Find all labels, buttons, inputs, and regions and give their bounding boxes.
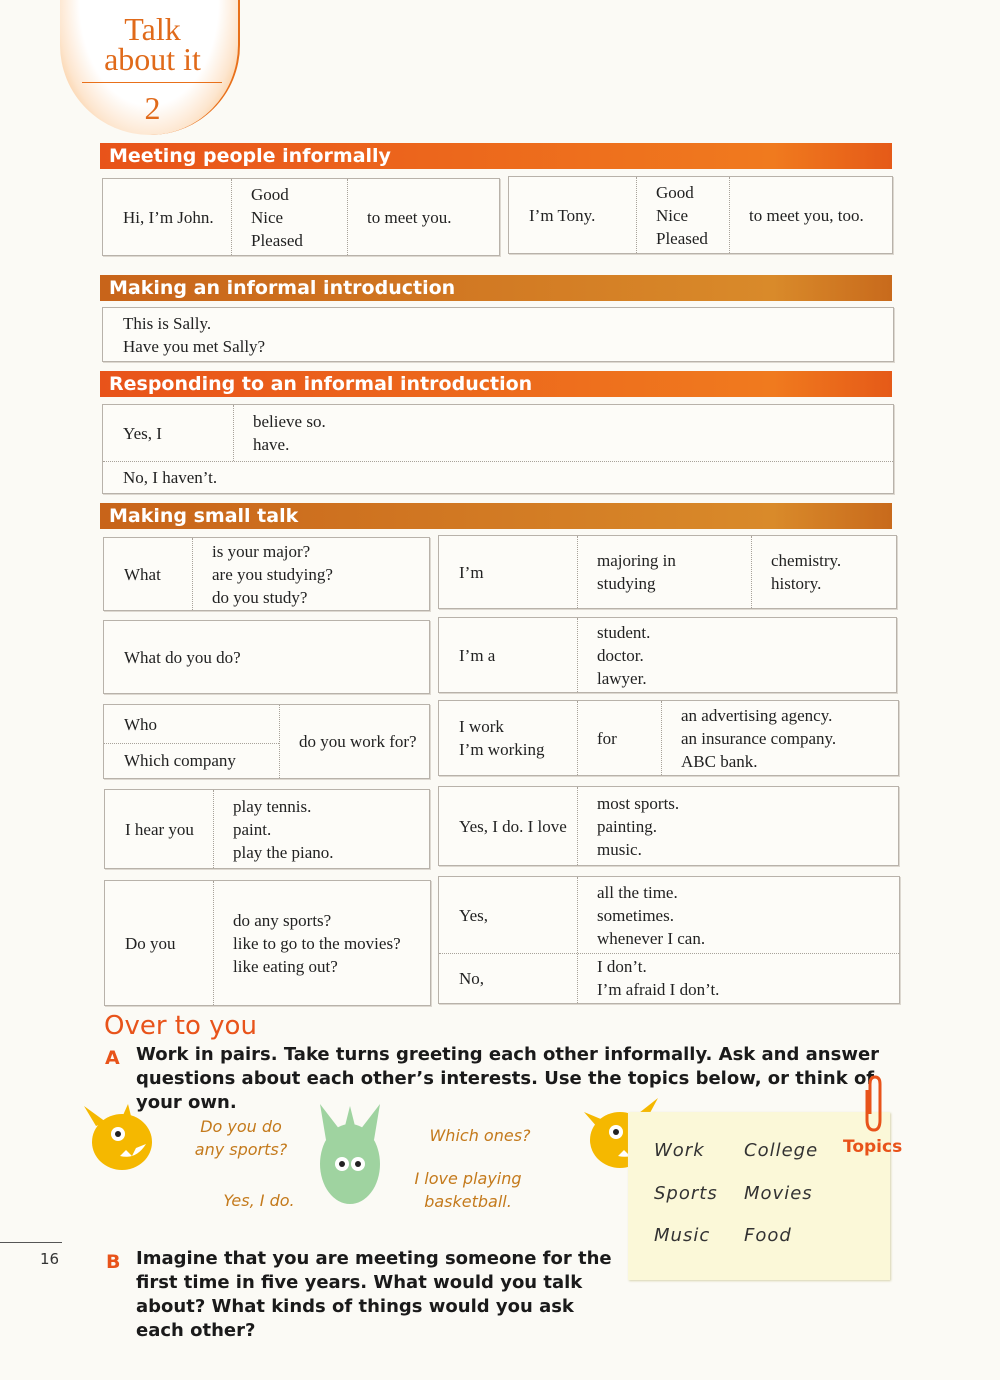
exercise-a-text: Work in pairs. Take turns greeting each other informally. Ask and answer questions about each other’s interests. Use the topics below, or think of your own. — [136, 1044, 880, 1113]
q3-who: Who — [124, 714, 158, 734]
topic-food: Food — [744, 1225, 792, 1246]
responding-yes: Yes, I — [123, 423, 162, 443]
bubble-q1: Do you do any sports? — [194, 1117, 288, 1159]
greeting-ending: to meet you. — [367, 207, 452, 227]
small-talk-q4 — [104, 789, 430, 869]
exercise-b-letter: B — [106, 1251, 121, 1273]
q3-end: do you work for? — [299, 732, 417, 751]
a1-end: chemistry. history. — [771, 551, 842, 593]
a3-end: an advertising agency. an insurance company. ABC bank. — [681, 705, 837, 771]
q1-options: is your major? are you studying? do you study? — [212, 541, 333, 607]
yellow-monster-icon — [76, 1100, 156, 1180]
a4-options: most sports. painting. music. — [597, 793, 680, 859]
meeting-right-table — [508, 176, 893, 254]
topic-college: College — [744, 1140, 819, 1161]
topic-movies: Movies — [744, 1183, 813, 1204]
reply-ending: to meet you, too. — [749, 205, 864, 225]
a5-no: No, — [459, 968, 485, 988]
bubble-q2: Which ones? — [429, 1126, 531, 1145]
q4-options: play tennis. paint. play the piano. — [233, 796, 334, 862]
q1-start: What — [124, 564, 161, 584]
a3-start: I work I’m working — [459, 717, 545, 759]
a1-start: I’m — [459, 562, 484, 582]
a5-no-options: I don’t. I’m afraid I don’t. — [597, 957, 720, 999]
small-talk-a1 — [438, 535, 897, 609]
paperclip-icon — [862, 1074, 888, 1134]
responding-yes-options: believe so. have. — [253, 412, 326, 454]
over-to-you-title: Over to you — [104, 1011, 257, 1041]
section-header-small-talk: Making small talk — [100, 503, 892, 529]
a3-mid: for — [597, 728, 617, 748]
a4-start: Yes, I do. I love — [459, 816, 567, 836]
page-number: 16 — [40, 1250, 60, 1268]
small-talk-q2 — [103, 620, 430, 694]
chapter-title: Talk about it — [104, 11, 201, 77]
q5-start: Do you — [125, 933, 176, 953]
small-talk-a3 — [438, 700, 899, 776]
section-header-introduction: Making an informal introduction — [100, 275, 892, 301]
q4-start: I hear you — [125, 819, 194, 839]
small-talk-a2 — [438, 617, 897, 693]
q2-text: What do you do? — [124, 647, 241, 667]
topic-sports: Sports — [654, 1183, 718, 1204]
a2-options: student. doctor. lawyer. — [597, 622, 651, 688]
bubble-a1: Yes, I do. — [223, 1191, 295, 1210]
meeting-left-table — [102, 178, 500, 256]
q5-options: do any sports? like to go to the movies? like eating out? — [233, 910, 401, 976]
page-number-rule — [0, 1242, 62, 1243]
introduction-lines: This is Sally. Have you met Sally? — [123, 313, 266, 356]
small-talk-q3 — [103, 704, 430, 779]
q3-which: Which company — [124, 751, 236, 770]
a5-yes-options: all the time. sometimes. whenever I can. — [597, 882, 706, 948]
a1-mid: majoring in studying — [597, 551, 676, 593]
exercise-b-text: Imagine that you are meeting someone for the first time in five years. What would you talk about? What kinds of things would you ask each other? — [136, 1248, 612, 1341]
bubble-a2: I love playing basketball. — [414, 1169, 522, 1211]
topics-label: Topics — [843, 1137, 903, 1157]
small-talk-a5 — [438, 876, 900, 1004]
section-header-meeting: Meeting people informally — [100, 143, 892, 169]
greeting-adjectives: Good Nice Pleased — [251, 184, 303, 250]
greeting-john: Hi, I’m John. — [123, 207, 214, 227]
topic-work: Work — [654, 1140, 705, 1161]
small-talk-q5 — [104, 880, 431, 1006]
chapter-divider — [82, 82, 222, 83]
exercise-a-letter: A — [105, 1047, 120, 1069]
small-talk-a4 — [438, 786, 899, 866]
a5-yes: Yes, — [459, 905, 488, 925]
a2-start: I’m a — [459, 645, 496, 665]
topic-music: Music — [654, 1225, 711, 1246]
small-talk-q1 — [103, 537, 430, 611]
responding-table — [102, 404, 894, 494]
introduction-table — [102, 307, 894, 362]
green-monster-icon — [314, 1100, 386, 1210]
section-header-responding: Responding to an informal introduction — [100, 371, 892, 397]
greeting-tony: I’m Tony. — [529, 205, 596, 225]
unit-number: 2 — [144, 90, 161, 126]
reply-adjectives: Good Nice Pleased — [656, 182, 708, 248]
responding-no: No, I haven’t. — [123, 467, 218, 487]
